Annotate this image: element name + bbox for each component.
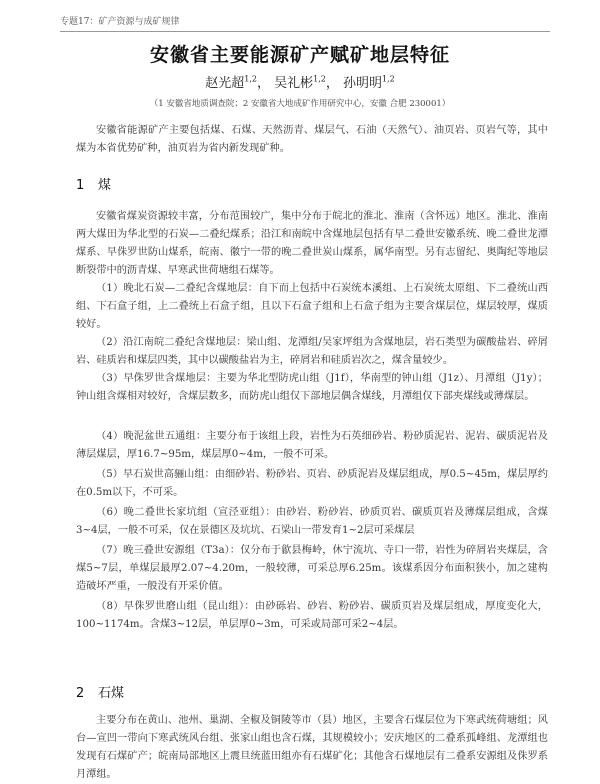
body-paragraph: （3）早侏罗世含煤地层：主要为华北型防虎山组（J1f），华南型的钟山组（J1z）、月潭组（J1y）；钟山组含煤相对较好，含煤层数多，而防虎山组仅下部地层偶含煤线，月潭组仅下部夹煤线或薄煤层。 xyxy=(76,373,548,402)
body-paragraph: （1）晚北石炭—二叠纪含煤地层：自下而上包括中石炭统本溪组、上石炭统太原组、下二叠统山西组、下石盒子组，上二叠统上石盒子组，且以下石盒子组和上石盒子组为主要含煤层位，煤层较厚，煤质较好。 xyxy=(76,283,548,330)
author-name: 赵光超 xyxy=(205,76,245,91)
paper-title: 安徽省主要能源矿产赋矿地层特征 xyxy=(149,44,450,66)
body-paragraph: （7）晚三叠世安源组（T3a）：仅分布于歙县梅岭，休宁流坑、寺口一带，岩性为碎屑岩夹煤层，含煤5~7层，单煤层最厚2.07~4.20m，一般较薄，可采总厚6.25m。该煤系因分布面积狭小，加之建构造破坏严重，一般没有开采价值。 xyxy=(76,545,548,592)
section-heading xyxy=(76,174,111,193)
body-paragraph: （8）早侏罗世磨山组（昆山组）：由砂砾岩、砂岩、粉砂岩、碳质页岩及煤层组成，厚度变化大，100~1174m。含煤3~12层，单层厚0~3m，可采或局部可采2~4层。 xyxy=(76,601,548,630)
section-title: 石煤 xyxy=(98,686,125,701)
author-list: 赵光超$^{1,2}$， 吴礼彬$^{1,2}$， 孙明明$^{1,2}$ xyxy=(205,74,395,91)
author-affil-mark: 1,2 xyxy=(382,74,395,84)
author-name: 孙明明 xyxy=(343,76,383,91)
body-paragraph: 安徽省煤炭资源较丰富，分布范围较广，集中分布于皖北的淮北、淮南（含怀远）地区。淮北、淮南两大煤田为华北型的石炭—二叠纪煤系；沿江和南皖中含煤地层包括有早二叠世安徽系统、晚二叠世龙潭煤系、早侏罗世防山煤系，皖南、徽宁一带的晚二叠世炭山煤系，属华南型。另有志留纪、奥陶纪等地层断裂带中的沥青煤、早寒武世荷塘组石煤等。 xyxy=(76,211,548,276)
author-affil-mark: 1,2 xyxy=(313,74,326,84)
section-title: 煤 xyxy=(98,178,112,193)
section-heading xyxy=(76,682,124,701)
affiliation: （1 安徽省地质调查院；2 安徽省大地成矿作用研究中心，安徽 合肥 230001） xyxy=(149,99,451,109)
body-paragraph: （4）晚泥盆世五通组：主要分布于该组上段，岩性为石英细砂岩、粉砂质泥岩、泥岩、碳质泥岩及薄层煤层，厚16.7~95m，煤层厚0~4m，一般不可采。 xyxy=(76,431,548,460)
body-paragraph: （6）晚二叠世长家坑组（宣泾亚组）：由砂岩、粉砂岩、砂质页岩、碳质页岩及薄煤层组成，含煤3~4层，一般不可采，仅在景德区及坑坑、石梁山一带发育1~2层可采煤层 xyxy=(76,507,548,536)
body-paragraph: 主要分布在黄山、池州、巢湖、全椒及铜陵等市（县）地区，主要含石煤层位为下寒武统荷塘组；风台—宣凹一带向下寒武统风台组、张家山组也含石煤，其规模较小；安庆地区的二叠系孤峰组、龙潭组也发现有石煤矿产；皖南局部地区上震旦统蓝田组亦有石煤矿化；其他含石煤地层有二叠系安源组及侏罗系月潭组。 xyxy=(76,715,548,780)
author-affil-mark: 1,2 xyxy=(244,74,257,84)
author-name: 吴礼彬 xyxy=(274,76,314,91)
running-head: 专题17：矿产资源与成矿规律 xyxy=(60,14,550,32)
section-number: 2 xyxy=(76,686,85,701)
body-paragraph: （5）早石炭世高骊山组：由细砂岩、粉砂岩、页岩、砂质泥岩及煤层组成，厚0.5~45m，煤层厚约在0.5m以下，不可采。 xyxy=(76,469,548,498)
section-number: 1 xyxy=(76,178,85,193)
intro-paragraph: 安徽省能源矿产主要包括煤、石煤、天然沥青、煤层气、石油（天然气）、油页岩、页岩气等，其中煤为本省优势矿种，油页岩为省内新发现矿种。 xyxy=(76,125,548,154)
body-paragraph: （2）沿江南皖二叠纪含煤地层：梁山组、龙潭组/吴家坪组为含煤地层，岩石类型为碳酸盐岩、碎屑岩、硅质岩和煤层四类，其中以碳酸盐岩为主，碎屑岩和硅质岩次之，煤含量较少。 xyxy=(76,337,548,366)
